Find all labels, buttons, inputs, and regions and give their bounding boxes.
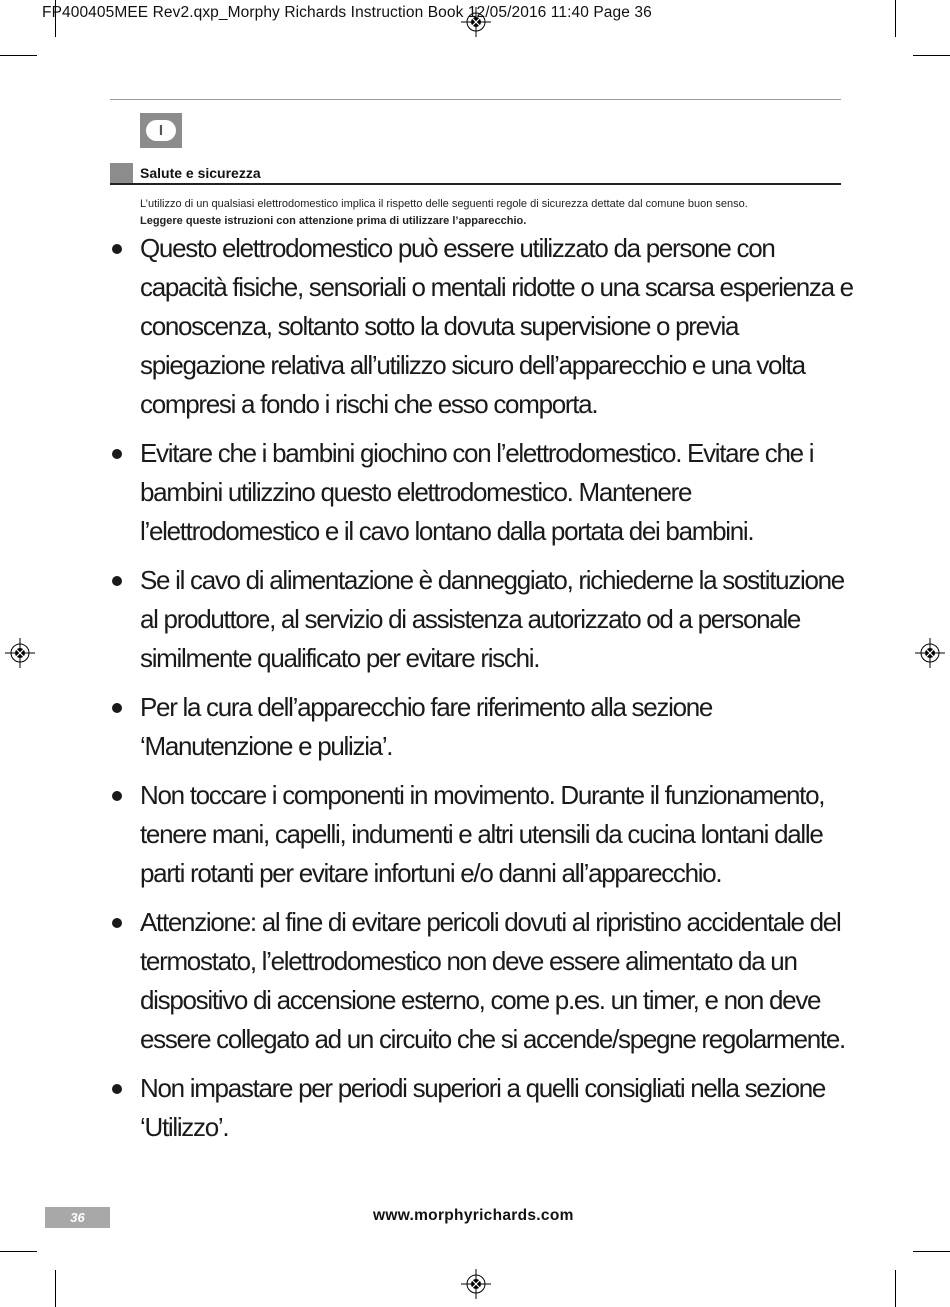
registration-mark-bottom-icon [461, 1269, 491, 1299]
intro-bold-text: Leggere queste istruzioni con attenzione prima di utilizzare l’apparecchio. [140, 215, 527, 227]
intro-text: L’utilizzo di un qualsiasi elettrodomestico implica il rispetto delle seguenti regole di sicurezza dettate dal comune buon senso. [140, 198, 748, 210]
list-item [110, 776, 860, 893]
registration-mark-left-icon [5, 638, 35, 668]
bullet-text: Attenzione: al fine di evitare pericoli dovuti al ripristino accidentale del termostato, l’elettrodomestico non deve essere alimentato da un dispositivo di accensione esterno, come p.es. un timer, e non deve essere collegato ad un circuito che si accende/spegne regolarmente. [140, 907, 845, 1054]
crop-mark-top-right-vertical [895, 0, 896, 37]
bullet-text: Non impastare per periodi superiori a quelli consigliati nella sezione ‘Utilizzo’. [140, 1073, 826, 1142]
list-item [110, 1069, 860, 1147]
bullet-icon [112, 449, 122, 459]
language-code: I [146, 120, 176, 141]
bullet-text: Evitare che i bambini giochino con l’elettrodomestico. Evitare che i bambini utilizzino questo elettrodomestico. Mantenere l’elettrodomestico e il cavo lontano dalla portata dei bambini. [140, 438, 814, 546]
section-intro [140, 196, 748, 230]
print-slug-line: FP400405MEE Rev2.qxp_Morphy Richards Instruction Book 12/05/2016 11:40 Page 36 [42, 4, 652, 21]
crop-mark-top-right-horizontal [913, 55, 950, 56]
bullet-icon [112, 1084, 122, 1094]
crop-mark-bottom-left-vertical [55, 1270, 56, 1307]
bullet-icon [112, 244, 122, 254]
bullet-text: Se il cavo di alimentazione è danneggiato, richiederne la sostituzione al produttore, al servizio di assistenza autorizzato od a personale similmente qualificato per evitare rischi. [140, 565, 844, 673]
crop-mark-bottom-right-horizontal [913, 1251, 950, 1252]
bullet-icon [112, 576, 122, 586]
list-item [110, 561, 860, 678]
bullet-text: Non toccare i componenti in movimento. Durante il funzionamento, tenere mani, capelli, indumenti e altri utensili da cucina lontani dalle parti rotanti per evitare infortuni e/o danni all’apparecchio. [140, 780, 825, 888]
bullet-text: Per la cura dell’apparecchio fare riferimento alla sezione ‘Manutenzione e pulizia’. [140, 692, 713, 761]
safety-bullet-list [110, 229, 860, 1157]
crop-mark-top-left-horizontal [0, 55, 37, 56]
list-item [110, 434, 860, 551]
list-item [110, 903, 860, 1059]
crop-mark-bottom-right-vertical [895, 1270, 896, 1307]
language-badge [140, 113, 182, 148]
section-rule [110, 183, 841, 185]
list-item [110, 688, 860, 766]
registration-mark-right-icon [915, 638, 945, 668]
bullet-icon [112, 703, 122, 713]
bullet-icon [112, 791, 122, 801]
section-title: Salute e sicurezza [140, 165, 261, 181]
bullet-text: Questo elettrodomestico può essere utilizzato da persone con capacità fisiche, sensoriali o mentali ridotte o una scarsa esperienza e conoscenza, soltanto sotto la dovuta supervisione o previa spiegazione relativa all’utilizzo sicuro dell’apparecchio e una volta compresi a fondo i rischi che esso comporta. [140, 233, 853, 419]
section-marker [110, 163, 133, 183]
page-number: 36 [45, 1207, 110, 1228]
crop-mark-bottom-left-horizontal [0, 1251, 37, 1252]
website-url: www.morphyrichards.com [373, 1207, 574, 1224]
bullet-icon [112, 918, 122, 928]
list-item [110, 229, 860, 424]
header-rule [110, 99, 841, 100]
